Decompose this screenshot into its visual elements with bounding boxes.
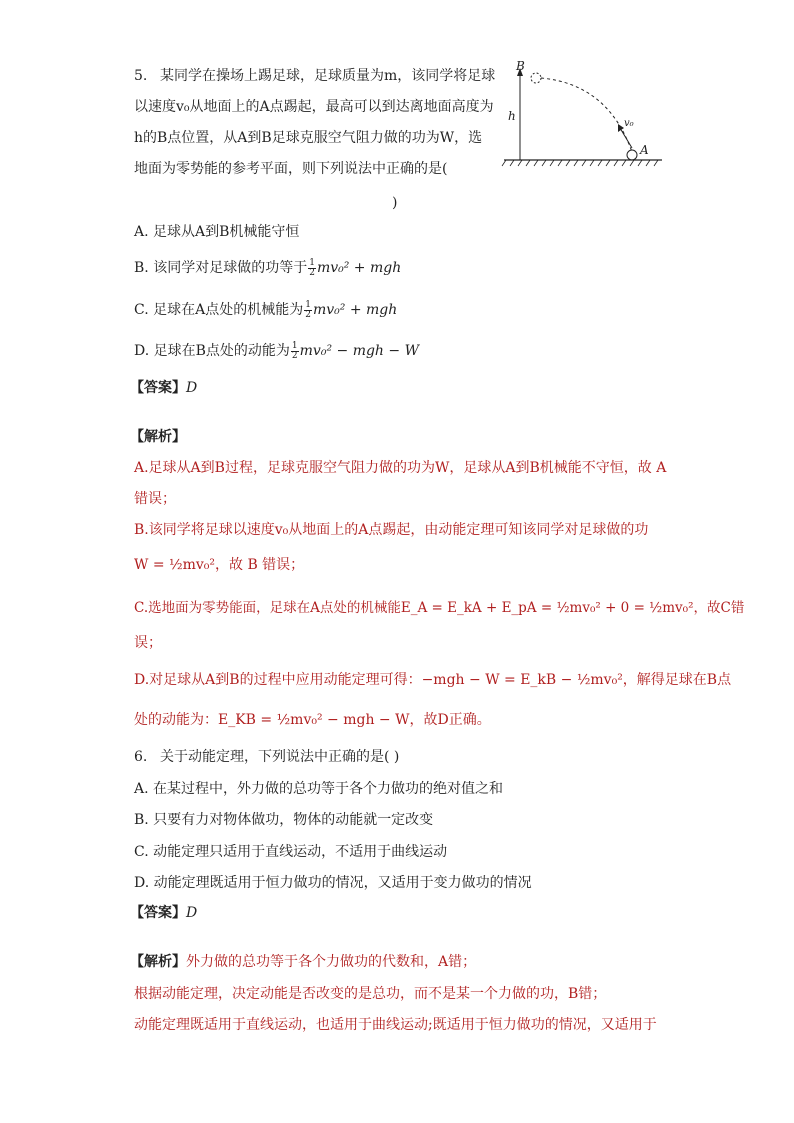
q5-analysis-line-2: 错误； bbox=[134, 491, 176, 507]
q5-stem-line-2: 以速度v₀从地面上的A点踢起，最高可以到达离地面高度为 bbox=[134, 99, 494, 115]
q5-option-c-text: C. 足球在A点处的机械能为 bbox=[134, 302, 304, 318]
q6-option-d[interactable]: D. 动能定理既适用于恒力做功的情况，又适用于变力做功的情况 bbox=[134, 875, 532, 891]
q5-answer-label: 【答案】 bbox=[130, 380, 186, 396]
q6-analysis-line-3: 动能定理既适用于直线运动，也适用于曲线运动;既适用于恒力做功的情况，又适用于 bbox=[134, 1017, 657, 1033]
fraction-half: $\frac{1}{2}$ bbox=[305, 299, 311, 320]
q6-answer bbox=[130, 903, 197, 923]
q5-option-d-text: D. 足球在B点处的动能为 bbox=[134, 343, 290, 359]
q5-option-d-math: mv₀² − mgh − W bbox=[299, 343, 419, 359]
q6-analysis-line-2: 根据动能定理，决定动能是否改变的是总功，而不是某一个力做的功，B错； bbox=[134, 986, 607, 1002]
q5-analysis-line-5: C.选地面为零势能面，足球在A点处的机械能E_A = E_kA + E_pA = ½mv₀² + 0 = ½mv₀²，故C错 bbox=[134, 600, 745, 616]
q5-analysis-label: 【解析】 bbox=[130, 429, 186, 445]
q5-option-a[interactable]: A. 足球从A到B机械能守恒 bbox=[134, 224, 300, 240]
figure-label-v0: v₀ bbox=[624, 118, 634, 129]
q5-stem-line-5: ) bbox=[392, 195, 398, 211]
q5-analysis-line-6: 误； bbox=[134, 635, 162, 651]
q6-analysis-text-1: 外力做的总功等于各个力做功的代数和，A错； bbox=[186, 954, 477, 970]
q5-option-d[interactable] bbox=[134, 341, 419, 361]
q5-option-b-text: B. 该同学对足球做的功等于 bbox=[134, 260, 308, 276]
q6-analysis-label: 【解析】 bbox=[130, 954, 186, 970]
figure-label-b: B bbox=[516, 59, 525, 73]
q5-option-b[interactable] bbox=[134, 258, 401, 278]
q5-trajectory-figure bbox=[498, 54, 668, 172]
q5-answer bbox=[130, 378, 197, 398]
q5-option-c[interactable] bbox=[134, 300, 397, 320]
q5-analysis-line-7: D.对足球从A到B的过程中应用动能定理可得：−mgh − W = E_kB − ½mv₀²，解得足球在B点 bbox=[134, 672, 732, 688]
q5-stem-line-3: h的B点位置，从A到B足球克服空气阻力做的功为W，选 bbox=[134, 130, 483, 146]
q5-number: 5. bbox=[134, 68, 148, 84]
q5-answer-value: D bbox=[186, 380, 198, 396]
q5-option-b-math: mv₀² + mgh bbox=[316, 260, 402, 276]
q6-answer-value: D bbox=[186, 905, 198, 921]
q6-stem: 关于动能定理，下列说法中正确的是( ) bbox=[160, 749, 400, 765]
q6-option-a[interactable]: A. 在某过程中，外力做的总功等于各个力做功的绝对值之和 bbox=[134, 781, 504, 797]
q6-answer-label: 【答案】 bbox=[130, 905, 186, 921]
q5-option-c-math: mv₀² + mgh bbox=[312, 302, 398, 318]
q5-analysis-line-4: W = ½mv₀²，故 B 错误； bbox=[134, 557, 305, 573]
q6-number: 6. bbox=[134, 749, 148, 765]
q5-stem-line-4: 地面为零势能的参考平面，则下列说法中正确的是( bbox=[134, 161, 448, 177]
fraction-half: $\frac{1}{2}$ bbox=[309, 257, 315, 278]
q6-option-c[interactable]: C. 动能定理只适用于直线运动，不适用于曲线运动 bbox=[134, 844, 448, 860]
q5-analysis-line-8: 处的动能为：E_KB = ½mv₀² − mgh − W，故D正确。 bbox=[134, 712, 491, 728]
q6-analysis-line-1 bbox=[130, 952, 476, 972]
q5-stem-line-1: 某同学在操场上踢足球，足球质量为m，该同学将足球 bbox=[160, 68, 496, 84]
q5-analysis-line-1: A.足球从A到B过程，足球克服空气阻力做的功为W，足球从A到B机械能不守恒，故 A bbox=[134, 460, 667, 476]
fraction-half: $\frac{1}{2}$ bbox=[291, 340, 298, 361]
figure-label-h: h bbox=[508, 109, 516, 123]
q6-option-b[interactable]: B. 只要有力对物体做功，物体的动能就一定改变 bbox=[134, 812, 434, 828]
figure-label-a: A bbox=[640, 143, 649, 157]
q5-analysis-line-3: B.该同学将足球以速度v₀从地面上的A点踢起，由动能定理可知该同学对足球做的功 bbox=[134, 522, 649, 538]
